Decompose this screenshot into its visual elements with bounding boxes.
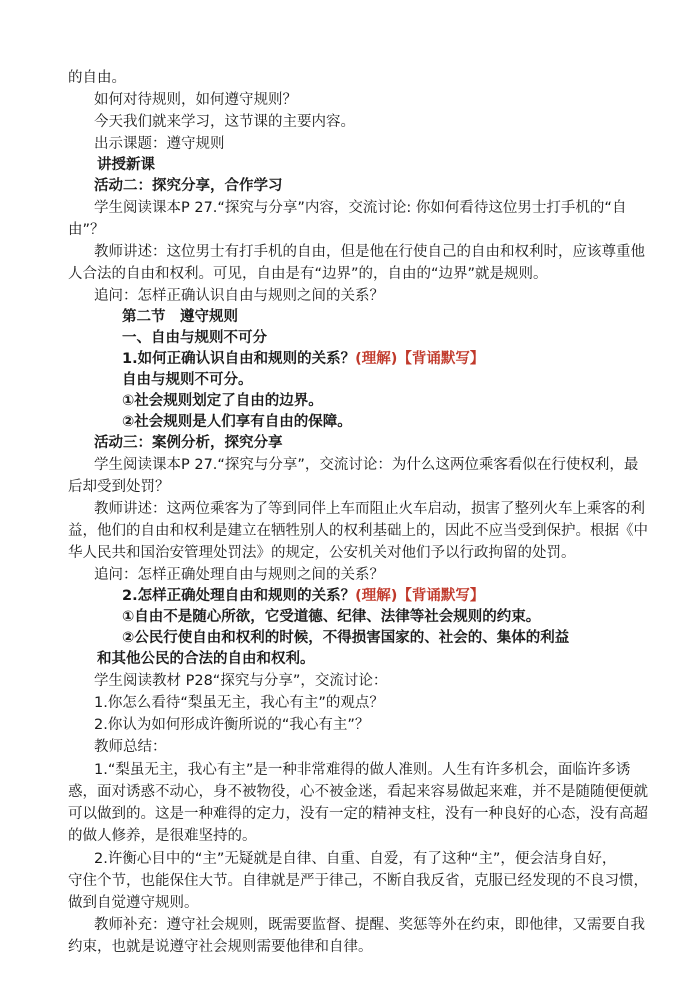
understand-tag: (理解) (355, 588, 398, 604)
text-line: 的做人修养，是很难坚持的。 (68, 828, 257, 844)
key-point: ①自由不是随心所欲，它受道德、纪律、法律等社会规则的约束。 (122, 609, 541, 625)
subsection-heading: 一、自由与规则不可分 (122, 330, 267, 346)
understand-tag: (理解) (355, 351, 398, 367)
text-line: 今天我们就来学习，这节课的主要内容。 (94, 114, 355, 130)
text-line: 可以做到的。这是一种难得的定力，没有一定的精神支柱，没有一种良好的心态，没有高超 (68, 806, 648, 822)
text-line: 2.许衡心目中的“主”无疑就是自律、自重、自爱，有了这种“主”，便会洁身自好， (94, 851, 617, 867)
key-point: ②公民行使自由和权利的时候，不得损害国家的、社会的、集体的利益 (122, 630, 570, 646)
text-line: 惑，面对诱惑不动心，身不被物役，心不被金迷，看起来容易做起来难，并不是随随便便就 (68, 784, 648, 800)
text-line: 益，他们的自由和权利是建立在牺牲别人的权利基础上的，因此不应当受到保护。根据《中 (68, 523, 648, 539)
text-line: 约束，也就是说遵守社会规则需要他律和自律。 (68, 939, 373, 955)
activity-heading: 活动三：案例分析，探究分享 (94, 435, 283, 451)
text-line: 追问：怎样正确认识自由与规则之间的关系？ (94, 288, 384, 304)
key-point: ①社会规则划定了自由的边界。 (122, 393, 323, 409)
text-line: 1.你怎么看待“梨虽无主，我心有主”的观点？ (94, 695, 384, 711)
text-line: 教师讲述：这两位乘客为了等到同伴上车而阻止火车启动，损害了整列火车上乘客的利 (94, 501, 645, 517)
text-line: 做到自觉遵守规则。 (68, 895, 199, 911)
key-point: 和其他公民的合法的自由和权利。 (97, 651, 315, 667)
text-line: 追问：怎样正确处理自由与规则之间的关系？ (94, 567, 384, 583)
text-line: 教师总结： (94, 739, 167, 755)
text-line: 的自由。 (68, 70, 126, 86)
text-line: 2.你认为如何形成许衡所说的“我心有主”？ (94, 717, 370, 733)
recite-tag: 【背诵默写】 (397, 351, 485, 367)
key-point: 自由与规则不可分。 (122, 372, 253, 388)
text-line: 教师补充：遵守社会规则，既需要监督、提醒、奖惩等外在约束，即他律，又需要自我 (94, 917, 645, 933)
text-line: 由”？ (68, 222, 105, 238)
section-heading: 讲授新课 (97, 157, 155, 173)
text-line: 学生阅读课本P 27.“探究与分享”内容，交流讨论: 你如何看待这位男士打手机的“自 (94, 200, 627, 216)
text-line: 后却受到处罚？ (68, 479, 170, 495)
text-line: 如何对待规则，如何遵守规则？ (94, 92, 297, 108)
text-line: 出示课题：遵守规则 (94, 136, 225, 152)
question-text: 1.如何正确认识自由和规则的关系？ (122, 351, 356, 367)
text-line: 人合法的自由和权利。可见，自由是有“边界”的，自由的“边界”就是规则。 (68, 266, 548, 282)
text-line: 华人民共和国治安管理处罚法》的规定，公安机关对他们予以行政拘留的处罚。 (68, 545, 576, 561)
text-line: 教师讲述：这位男士有打手机的自由，但是他在行使自己的自由和权利时，应该尊重他 (94, 244, 645, 260)
chapter-heading: 第二节 遵守规则 (122, 309, 238, 325)
key-point: ②社会规则是人们享有自由的保障。 (122, 414, 352, 430)
question-text: 2.怎样正确处理自由和规则的关系？ (122, 588, 356, 604)
question-heading (122, 349, 484, 369)
text-line: 学生阅读课本P 27.“探究与分享”，交流讨论：为什么这两位乘客看似在行使权利，最 (94, 457, 639, 473)
text-line: 守住个节，也能保住大节。自律就是严于律己，不断自我反省，克服已经发现的不良习惯， (68, 873, 648, 889)
activity-heading: 活动二：探究分享，合作学习 (94, 178, 283, 194)
text-line: 学生阅读教材 P28“探究与分享”，交流讨论： (94, 673, 388, 689)
recite-tag: 【背诵默写】 (397, 588, 485, 604)
text-line: 1.“梨虽无主，我心有主”是一种非常难得的做人准则。人生有许多机会，面临许多诱 (94, 762, 631, 778)
question-heading (122, 586, 484, 606)
